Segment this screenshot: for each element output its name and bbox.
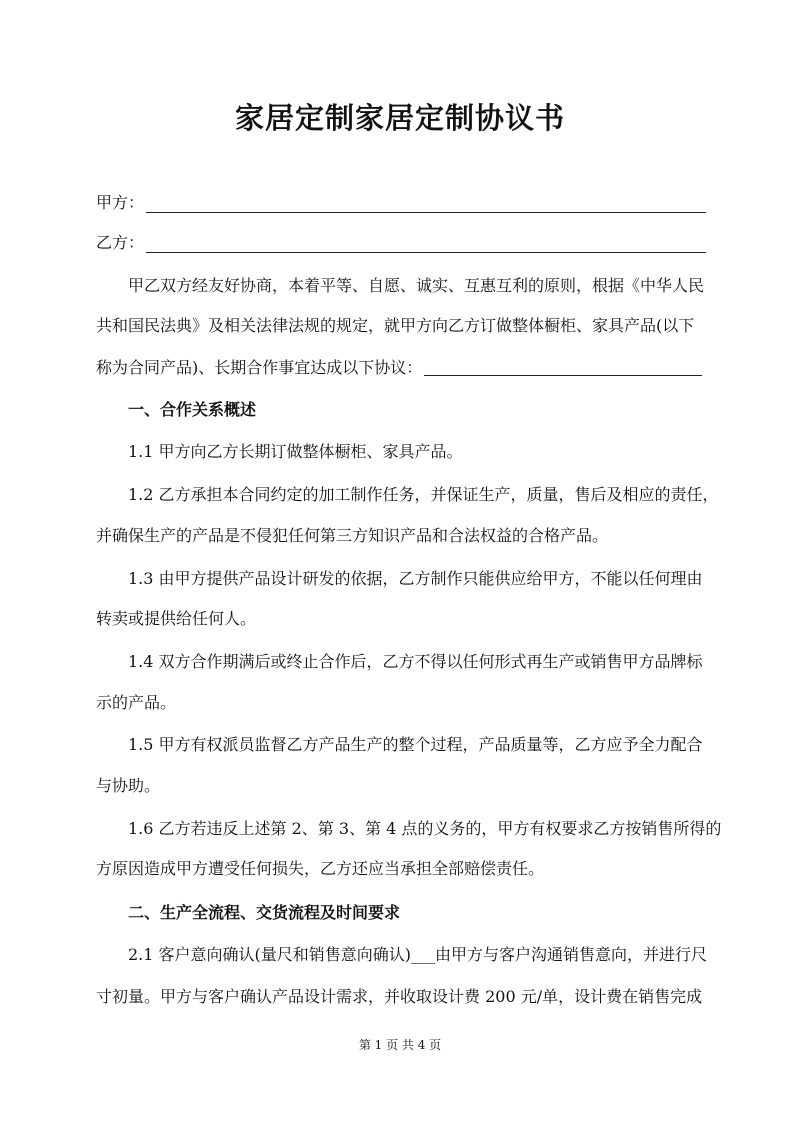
party-b-field xyxy=(96,229,706,253)
page-footer: 第 1 页 共 4 页 xyxy=(358,1038,442,1052)
party-b-label: 乙方： xyxy=(96,233,145,252)
clause-1-6-line-1: 1.6 乙方若违反上述第 2、第 3、第 4 点的义务的，甲方有权要求乙方按销售所得的 xyxy=(128,819,722,838)
party-a-blank-line xyxy=(146,196,706,213)
intro-line-2: 共和国民法典》及相关法律法规的规定，就甲方向乙方订做整体橱柜、家具产品(以下 xyxy=(96,316,695,335)
clause-1-6-line-2: 方原因造成甲方遭受任何损失，乙方还应当承担全部赔偿责任。 xyxy=(96,859,545,878)
intro-line-1: 甲乙双方经友好协商，本着平等、自愿、诚实、互惠互利的原则，根据《中华人民 xyxy=(128,276,705,295)
party-b-blank-line xyxy=(146,236,706,253)
clause-2-1-line-2: 寸初量。甲方与客户确认产品设计需求，并收取设计费 200 元/单，设计费在销售完成 xyxy=(96,987,703,1006)
clause-1-1: 1.1 甲方向乙方长期订做整体橱柜、家具产品。 xyxy=(128,442,463,461)
document-title: 家居定制家居定制协议书 xyxy=(234,101,565,135)
party-a-label: 甲方： xyxy=(96,193,145,212)
clause-1-5-line-2: 与协助。 xyxy=(96,776,161,795)
section-1-heading: 一、合作关系概述 xyxy=(128,400,257,419)
clause-1-5-line-1: 1.5 甲方有权派员监督乙方产品生产的整个过程，产品质量等，乙方应予全力配合 xyxy=(128,735,703,754)
intro-line-3 xyxy=(96,356,706,380)
clause-1-2-line-2: 并确保生产的产品是不侵犯任何第三方知识产品和合法权益的合格产品。 xyxy=(96,526,609,545)
clause-1-4-line-1: 1.4 双方合作期满后或终止合作后，乙方不得以任何形式再生产或销售甲方品牌标 xyxy=(128,652,703,671)
party-a-field xyxy=(96,189,706,213)
intro-blank-line xyxy=(424,359,702,376)
clause-1-3-line-2: 转卖或提供给任何人。 xyxy=(96,609,257,628)
clause-1-4-line-2: 示的产品。 xyxy=(96,693,177,712)
clause-1-2-line-1: 1.2 乙方承担本合同约定的加工制作任务，并保证生产，质量，售后及相应的责任， xyxy=(128,485,719,504)
section-2-heading: 二、生产全流程、交货流程及时间要求 xyxy=(128,903,401,922)
clause-1-3-line-1: 1.3 由甲方提供产品设计研发的依据，乙方制作只能供应给甲方，不能以任何理由 xyxy=(128,569,703,588)
clause-2-1-line-1: 2.1 客户意向确认(量尺和销售意向确认)___由甲方与客户沟通销售意向，并进行尺 xyxy=(128,945,708,964)
intro-line-3-text: 称为合同产品)、长期合作事宜达成以下协议： xyxy=(96,358,423,377)
